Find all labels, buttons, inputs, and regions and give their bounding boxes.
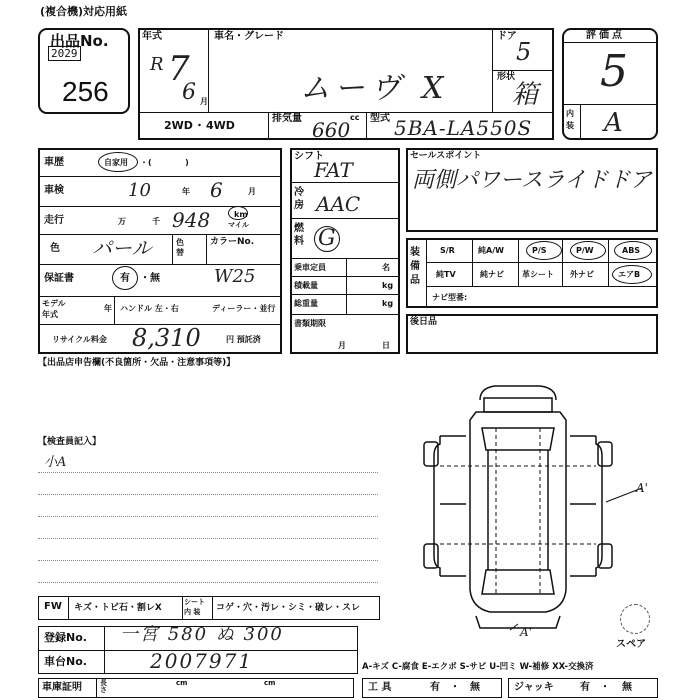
spare-label: スペア: [616, 639, 646, 650]
model-year-unit: 年: [104, 304, 112, 313]
tools-no: 無: [470, 682, 480, 693]
equip-airbag: エアB: [618, 270, 641, 279]
model-year-label2: 年式: [42, 310, 58, 319]
mileage-sen: 千: [152, 217, 160, 226]
displacement-value: 660: [312, 118, 351, 142]
sales-point-label: セールスポイント: [410, 151, 482, 161]
jack-yes: 有: [580, 682, 590, 693]
door-value: 5: [516, 38, 532, 66]
tools-dot: ・: [450, 682, 460, 693]
drive-4wd: 4WD: [206, 119, 235, 132]
recycle-label: リサイクル料金: [52, 335, 107, 344]
weight-unit: kg: [382, 299, 394, 308]
equip-leather: 革シート: [522, 270, 554, 279]
drive-sep: ・: [194, 119, 205, 132]
capacity-label: 乗車定員: [294, 263, 326, 272]
model-year-handle: ハンドル 左・右: [120, 304, 179, 313]
fw-seat2: 内 装: [184, 608, 201, 616]
declaration-label: 【出品店申告欄(不良箇所・欠品・注意事項等)】: [38, 358, 236, 368]
reg-period-label: 書類期限: [294, 319, 326, 328]
shift-value: FAT: [314, 158, 353, 182]
displacement-label: 排気量: [272, 113, 302, 124]
reg-no-label: 登録No.: [44, 631, 87, 644]
shape-label: 形状: [497, 72, 516, 82]
year-label: 年式: [142, 31, 162, 42]
aircon-value: AAC: [316, 192, 361, 216]
model-label: 型式: [370, 113, 390, 124]
aircon-label: 冷房: [294, 187, 304, 211]
equip-ps: P/S: [532, 246, 547, 255]
recycle-unit: 円 預託済: [226, 335, 261, 344]
color-label: 色: [50, 243, 60, 254]
chassis-label: 車台No.: [44, 655, 87, 668]
displacement-unit: cc: [350, 113, 360, 122]
jack-label: ジャッキ: [514, 682, 554, 693]
drive-2wd: 2WD: [164, 119, 193, 132]
certificate-long: 長さ: [100, 679, 107, 694]
color-value: パール: [92, 236, 152, 260]
equip-abs: ABS: [622, 246, 641, 255]
recycle-value: 8,310: [132, 324, 201, 352]
mileage-km: km: [234, 210, 248, 219]
fw-label: FW: [44, 601, 62, 612]
warranty-yes: 有: [120, 273, 130, 284]
color-paint: 色替: [176, 238, 184, 258]
equipment-label: 装備品: [410, 247, 420, 286]
shape-value: 箱: [512, 80, 539, 110]
inspection-month: 6: [210, 178, 223, 202]
spare-tire-icon: [620, 604, 650, 634]
mileage-man: 万: [118, 217, 126, 226]
fuel-label: 燃料: [294, 223, 304, 247]
equip-ext-navi: 外ナビ: [570, 270, 594, 279]
fw-items2: コゲ・穴・汚レ・シミ・破レ・スレ: [216, 603, 361, 613]
load-unit: kg: [382, 281, 394, 290]
score-label: 評価点: [586, 30, 625, 41]
form-note: (複合機)対応用紙: [40, 5, 128, 18]
certificate-label: 車庫証明: [42, 682, 82, 693]
certificate-box: [38, 678, 354, 698]
load-label: 積載量: [294, 281, 318, 290]
year-month-unit: 月: [200, 97, 208, 106]
mileage-value: 948: [172, 208, 211, 232]
model-value: 5BA-LA550S: [394, 116, 533, 140]
lot-label: 出品No.: [50, 32, 109, 50]
mileage-label: 走行: [44, 215, 64, 226]
fuel-value: G: [318, 226, 336, 251]
equip-tv: 純TV: [436, 270, 456, 279]
damage-mark-2: A': [520, 625, 532, 639]
inspection-month-unit: 月: [248, 187, 256, 196]
score-value: 5: [600, 46, 628, 97]
vehicle-diagram: [410, 380, 660, 640]
capacity-unit: 名: [382, 263, 390, 272]
equip-pw: P/W: [576, 246, 594, 255]
year-era: R: [150, 54, 164, 75]
reg-no-value: 一宮 580 ぬ 300: [120, 624, 284, 645]
equip-sr: S/R: [440, 246, 455, 255]
interior-label: 内装: [566, 109, 574, 130]
inspector-note: 小A: [44, 455, 67, 470]
aftermarket-label: 後日品: [410, 317, 438, 327]
reg-period-day: 日: [382, 341, 390, 350]
certificate-cm-1: cm: [176, 679, 188, 687]
inspection-label: 車検: [44, 185, 64, 196]
reg-period-month: 月: [338, 341, 346, 350]
history-label: 車歴: [44, 157, 64, 168]
shift-label: シフト: [294, 151, 324, 162]
tools-label: 工 具: [368, 682, 392, 693]
certificate-cm-2: cm: [264, 679, 276, 687]
inspection-year-unit: 年: [182, 187, 190, 196]
equip-nav-label: ナビ型番:: [432, 293, 468, 302]
equip-aw: 純A/W: [478, 246, 504, 255]
aftermarket-box: [406, 314, 658, 354]
history-option: 自家用: [104, 158, 128, 167]
model-year-label1: モデル: [42, 299, 66, 308]
lot-code: 2029: [48, 46, 81, 61]
color-no-label: カラーNo.: [210, 237, 255, 247]
name-label: 車名・グレード: [214, 31, 284, 42]
year-value: 7: [168, 49, 190, 89]
damage-legend: A-キズ C-腐食 E-エクボ S-サビ U-凹ミ W-補修 XX-交換済: [362, 662, 594, 672]
damage-mark-1: A': [636, 481, 648, 495]
year-month: 6: [182, 80, 196, 105]
history-rest: ・( ): [140, 158, 189, 167]
fw-items: キズ・トビ石・割レX: [74, 603, 162, 613]
equip-navi: 純ナビ: [480, 270, 504, 279]
warranty-no: ・無: [140, 273, 160, 284]
chassis-value: 2007971: [150, 649, 254, 673]
jack-no: 無: [622, 682, 632, 693]
color-no-value: W25: [214, 266, 256, 287]
fw-seat1: シート: [184, 598, 205, 606]
jack-dot: ・: [600, 682, 610, 693]
sales-point-value: 両側パワースライドドア: [412, 168, 652, 193]
inspector-label: 【検査員記入】: [38, 437, 102, 447]
door-label: ドア: [497, 31, 517, 42]
name-value: ムーヴ X: [300, 71, 450, 106]
weight-label: 総重量: [294, 299, 318, 308]
mileage-mile: マイル: [228, 221, 249, 229]
model-year-dealer: ディーラー・並行: [212, 304, 276, 313]
interior-value: A: [604, 108, 623, 138]
inspection-year: 10: [128, 180, 151, 201]
lot-number: 256: [62, 76, 109, 107]
tools-yes: 有: [430, 682, 440, 693]
warranty-label: 保証書: [44, 273, 74, 284]
